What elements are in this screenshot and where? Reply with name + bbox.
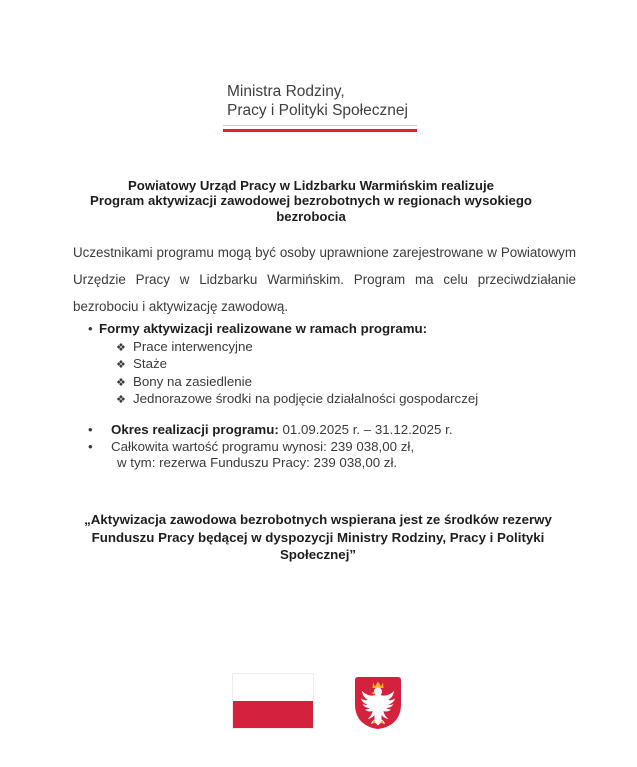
period-label: Okres realizacji programu: <box>111 422 279 437</box>
total-value-text: Całkowita wartość programu wynosi: 239 038,00 zł, <box>111 439 415 454</box>
funding-quote-line: Społecznej” <box>279 547 357 563</box>
reserve-line <box>117 455 397 471</box>
bullet-icon: • <box>88 321 93 336</box>
logo-rule-gray <box>223 125 417 126</box>
intro-paragraph: Uczestnikami programu mogą być osoby uprawnione zarejestrowane w Powiatowym Urzędzie Pracy w Lidzbarku Warmińskim. Program ma celu przeciwdziałanie bezrobociu i aktywizację zawodową. <box>73 245 576 315</box>
logo-rule-red <box>223 129 417 132</box>
flag-red-stripe <box>233 701 313 728</box>
poland-coat-of-arms-icon <box>353 675 403 731</box>
forms-header-label: Formy aktywizacji realizowane w ramach programu: <box>99 321 428 336</box>
form-item-label: Staże <box>133 356 168 372</box>
list-item <box>116 374 478 391</box>
diamond-bullet-icon: ❖ <box>116 376 126 389</box>
form-item-label: Jednorazowe środki na podjęcie działalności gospodarczej <box>133 390 479 406</box>
list-item <box>116 391 478 408</box>
page-title-line: bezrobocia <box>276 208 346 224</box>
period-text <box>111 422 453 438</box>
page-title-line: Program aktywizacji zawodowej bezrobotnych w regionach wysokiego <box>90 193 532 209</box>
page-title <box>50 178 572 224</box>
flag-white-stripe <box>233 674 313 701</box>
page-title-line: Powiatowy Urząd Pracy w Lidzbarku Warmińskim realizuje <box>128 178 494 193</box>
form-item-label: Bony na zasiedlenie <box>133 373 253 389</box>
bullet-icon: • <box>88 422 93 437</box>
list-item <box>116 339 478 356</box>
ministry-logo <box>227 83 408 120</box>
funding-quote-line: Funduszu Pracy będącej w dyspozycji Ministry Rodziny, Pracy i Polityki <box>91 529 545 545</box>
poland-flag <box>232 673 314 729</box>
form-item-label: Prace interwencyjne <box>133 339 253 354</box>
ministry-logo-line1: Ministra Rodziny, <box>227 83 345 100</box>
funding-quote <box>56 511 580 564</box>
reserve-text: w tym: rezerwa Funduszu Pracy: 239 038,00 zł. <box>117 455 398 470</box>
list-item-period <box>88 422 453 438</box>
diamond-bullet-icon: ❖ <box>116 342 126 354</box>
list-item-total-value <box>88 439 414 455</box>
funding-quote-line: „Aktywizacja zawodowa bezrobotnych wspierana jest ze środków rezerwy <box>84 512 552 527</box>
diamond-bullet-icon: ❖ <box>116 393 126 406</box>
ministry-logo-line2: Pracy i Polityki Społecznej <box>227 101 408 119</box>
bullet-icon: • <box>88 439 93 454</box>
diamond-bullet-icon: ❖ <box>116 359 126 372</box>
list-item-forms-header <box>88 321 427 337</box>
list-item <box>116 356 478 373</box>
period-value: 01.09.2025 r. – 31.12.2025 r. <box>278 422 453 437</box>
forms-sublist <box>116 339 478 408</box>
